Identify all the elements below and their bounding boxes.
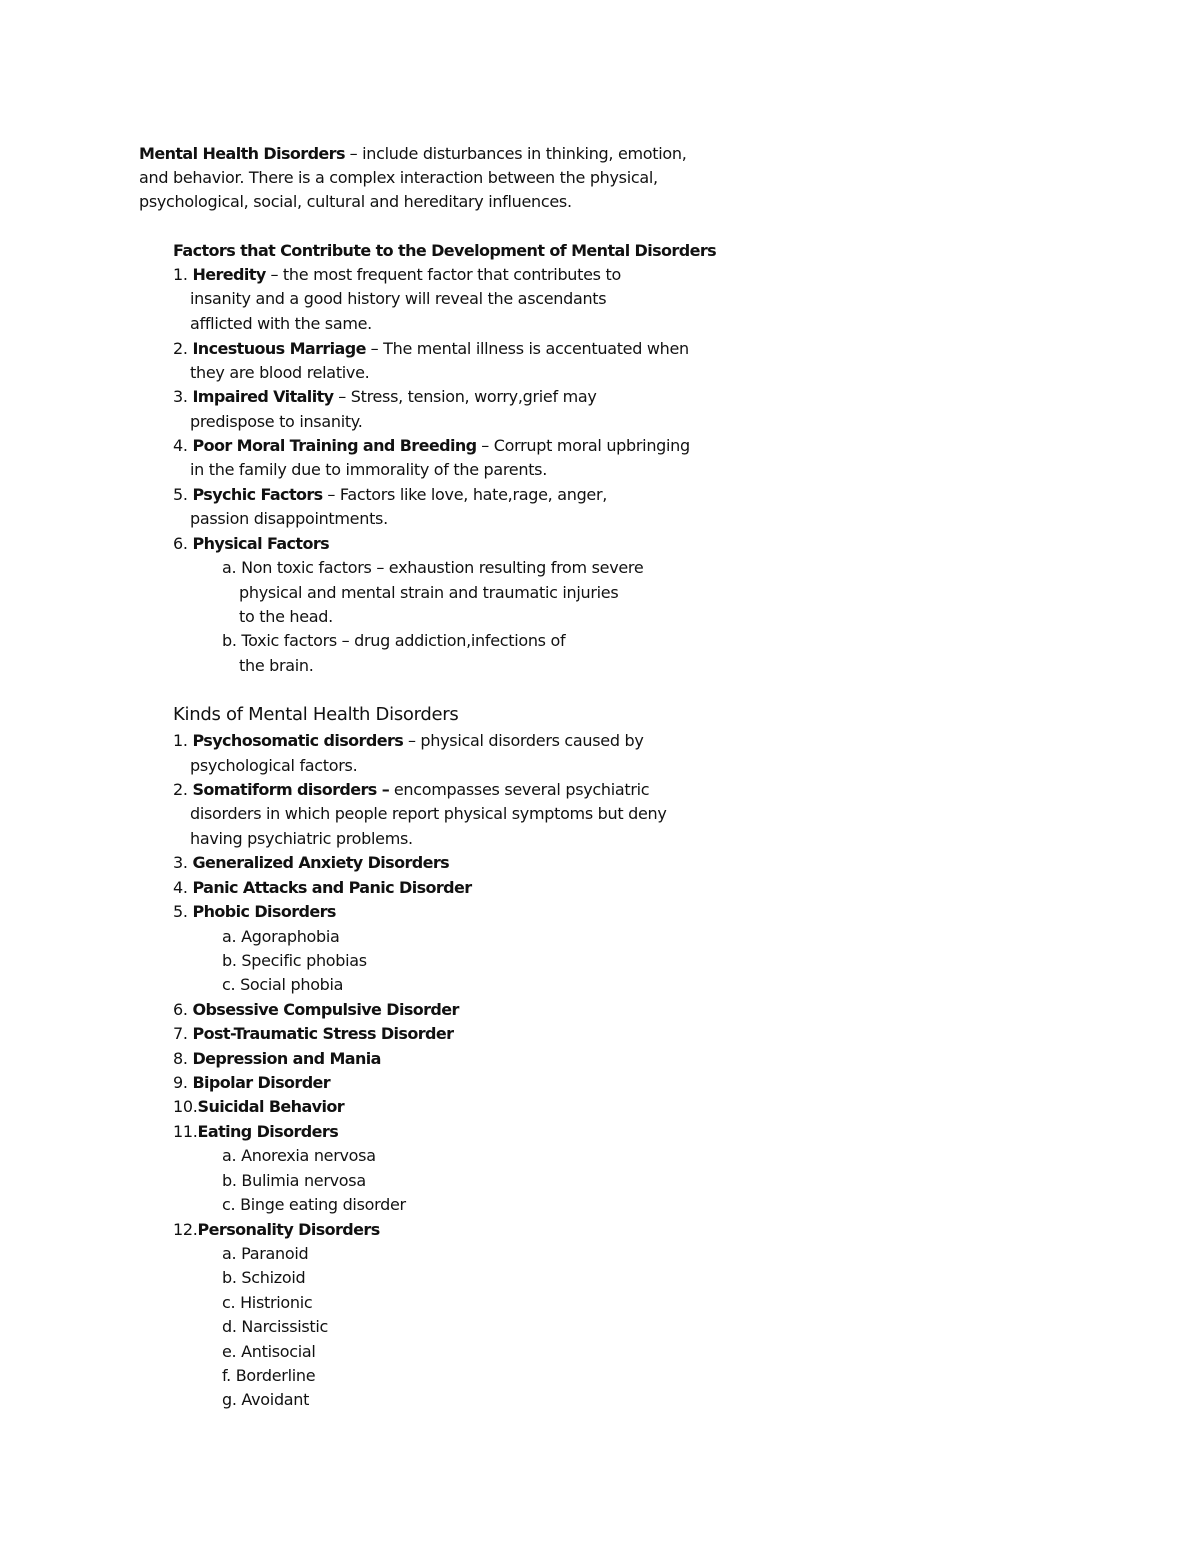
item-number: 2. [173, 339, 193, 358]
list-item [173, 1120, 338, 1144]
list-item-continuation: in the family due to immorality of the parents. [190, 460, 547, 479]
item-term: Bipolar Disorder [192, 1073, 331, 1092]
intro-term: Mental Health Disorders [139, 144, 345, 163]
list-item [173, 263, 621, 287]
item-number: 3. [173, 387, 193, 406]
item-term: Psychosomatic disorders [192, 731, 404, 750]
sub-item-continuation: to the head. [239, 607, 333, 626]
item-term: Somatiform disorders – [192, 780, 390, 799]
sub-item: d. Narcissistic [222, 1317, 329, 1336]
list-item [173, 337, 689, 361]
sub-item: a. Anorexia nervosa [222, 1146, 376, 1165]
item-term: Generalized Anxiety Disorders [192, 853, 450, 872]
list-item [173, 483, 607, 507]
sub-item-continuation: the brain. [239, 656, 314, 675]
list-item-continuation: disorders in which people report physical symptoms but deny [190, 804, 667, 823]
intro-text: – include disturbances in thinking, emotion, [344, 144, 687, 163]
item-text: – physical disorders caused by [403, 731, 644, 750]
list-item [173, 1071, 330, 1095]
factors-heading: Factors that Contribute to the Development of Mental Disorders [173, 241, 717, 260]
item-number: 9. [173, 1073, 193, 1092]
item-text: – Factors like love, hate,rage, anger, [322, 485, 608, 504]
sub-item: f. Borderline [222, 1366, 316, 1385]
item-number: 4. [173, 878, 193, 897]
item-term: Depression and Mania [192, 1049, 381, 1068]
item-number: 11. [173, 1122, 198, 1141]
list-item [173, 1022, 453, 1046]
item-text: – the most frequent factor that contributes to [265, 265, 621, 284]
sub-item: b. Bulimia nervosa [222, 1171, 366, 1190]
list-item-continuation: predispose to insanity. [190, 412, 363, 431]
sub-item-continuation: physical and mental strain and traumatic injuries [239, 583, 619, 602]
item-number: 5. [173, 485, 193, 504]
sub-item: a. Non toxic factors – exhaustion resulting from severe [222, 558, 644, 577]
intro-line-2: and behavior. There is a complex interaction between the physical, [139, 168, 658, 187]
item-number: 4. [173, 436, 193, 455]
item-term: Obsessive Compulsive Disorder [192, 1000, 459, 1019]
list-item [173, 876, 472, 900]
item-number: 10. [173, 1097, 198, 1116]
item-number: 2. [173, 780, 193, 799]
list-item [173, 729, 644, 753]
item-term: Psychic Factors [192, 485, 323, 504]
list-item-continuation: afflicted with the same. [190, 314, 372, 333]
list-item-continuation: psychological factors. [190, 756, 358, 775]
item-term: Impaired Vitality [192, 387, 334, 406]
sub-item: g. Avoidant [222, 1390, 310, 1409]
item-term: Personality Disorders [197, 1220, 380, 1239]
item-number: 5. [173, 902, 193, 921]
item-number: 3. [173, 853, 193, 872]
sub-item: c. Social phobia [222, 975, 344, 994]
list-item [173, 900, 336, 924]
list-item [173, 998, 459, 1022]
item-number: 12. [173, 1220, 198, 1239]
item-term: Poor Moral Training and Breeding [192, 436, 477, 455]
item-text: – The mental illness is accentuated when [365, 339, 689, 358]
list-item [173, 532, 329, 556]
item-text: – Stress, tension, worry,grief may [333, 387, 597, 406]
item-number: 1. [173, 731, 193, 750]
list-item [173, 851, 449, 875]
list-item [173, 1218, 380, 1242]
item-number: 1. [173, 265, 193, 284]
sub-item: c. Binge eating disorder [222, 1195, 406, 1214]
intro-line-1 [139, 142, 687, 166]
item-term: Phobic Disorders [192, 902, 336, 921]
sub-item: b. Toxic factors – drug addiction,infections of [222, 631, 566, 650]
list-item-continuation: having psychiatric problems. [190, 829, 413, 848]
list-item-continuation: passion disappointments. [190, 509, 388, 528]
item-term: Physical Factors [192, 534, 330, 553]
item-term: Post-Traumatic Stress Disorder [192, 1024, 454, 1043]
item-term: Eating Disorders [197, 1122, 339, 1141]
sub-item: c. Histrionic [222, 1293, 313, 1312]
list-item [173, 434, 690, 458]
item-number: 6. [173, 1000, 193, 1019]
list-item-continuation: insanity and a good history will reveal the ascendants [190, 289, 607, 308]
sub-item: b. Specific phobias [222, 951, 367, 970]
list-item-continuation: they are blood relative. [190, 363, 370, 382]
item-term: Heredity [192, 265, 266, 284]
sub-item: b. Schizoid [222, 1268, 306, 1287]
item-text: – Corrupt moral upbringing [476, 436, 690, 455]
sub-item: a. Paranoid [222, 1244, 309, 1263]
kinds-heading: Kinds of Mental Health Disorders [173, 704, 459, 725]
list-item [173, 778, 649, 802]
sub-item: e. Antisocial [222, 1342, 316, 1361]
sub-item: a. Agoraphobia [222, 927, 340, 946]
item-number: 8. [173, 1049, 193, 1068]
item-term: Incestuous Marriage [192, 339, 366, 358]
item-term: Suicidal Behavior [197, 1097, 345, 1116]
item-number: 7. [173, 1024, 193, 1043]
item-number: 6. [173, 534, 193, 553]
list-item [173, 1047, 381, 1071]
intro-line-3: psychological, social, cultural and hereditary influences. [139, 192, 572, 211]
item-text: encompasses several psychiatric [389, 780, 650, 799]
list-item [173, 385, 597, 409]
item-term: Panic Attacks and Panic Disorder [192, 878, 472, 897]
list-item [173, 1095, 344, 1119]
